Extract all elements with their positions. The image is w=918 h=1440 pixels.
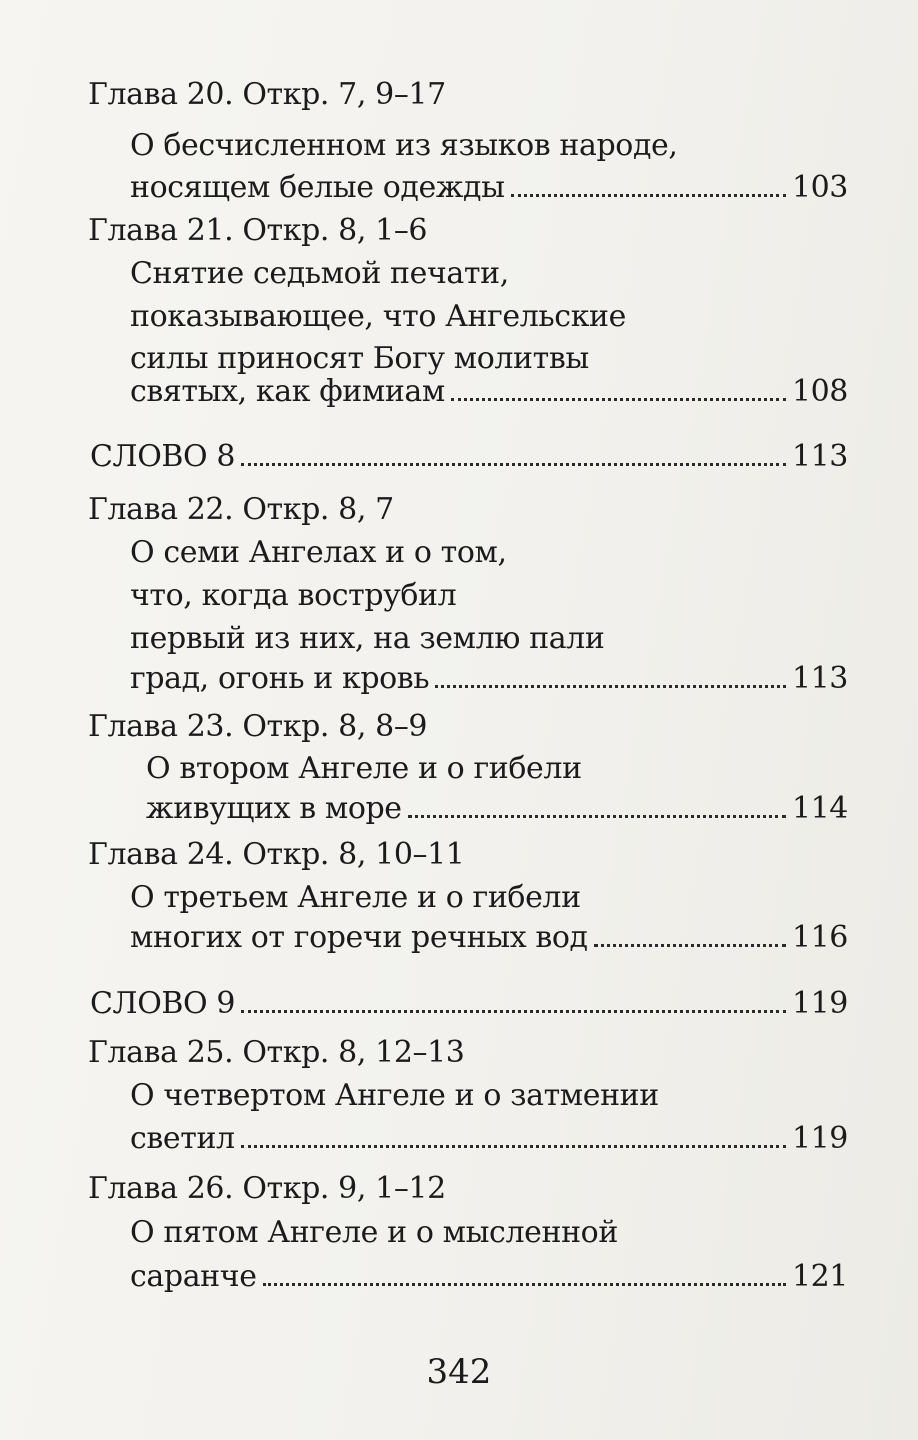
entry-text: град, огонь и кровь [130, 661, 430, 696]
dot-leader [241, 1145, 786, 1148]
entry-text: Глава 26. Откр. 9, 1–12 [88, 1171, 446, 1206]
entry-text: О семи Ангелах и о том, [130, 535, 507, 570]
entry-text: живущих в море [146, 791, 402, 826]
entry-text: светил [130, 1121, 235, 1156]
entry-text: силы приносят Богу молитвы [130, 341, 589, 376]
entry-text: СЛОВО 9 [90, 986, 236, 1021]
page-ref: 116 [791, 920, 848, 955]
entry-text: саранче [130, 1259, 257, 1294]
page-ref: 121 [791, 1259, 848, 1294]
entry-text: первый из них, на землю пали [130, 621, 605, 656]
page-ref: 113 [791, 661, 848, 696]
page-ref: 119 [791, 1121, 848, 1156]
dot-leader [435, 685, 786, 688]
entry-text: О пятом Ангеле и о мысленной [130, 1215, 618, 1250]
entry-text: О третьем Ангеле и о гибели [130, 880, 581, 915]
chapter-heading [0, 1162, 918, 1212]
entry-text: Глава 21. Откр. 8, 1–6 [88, 213, 428, 248]
section-heading [0, 430, 918, 480]
entry-text: Снятие седьмой печати, [130, 256, 509, 291]
entry-text: что, когда вострубил [130, 578, 457, 613]
entry-text: О бесчисленном из языков народе, [130, 128, 678, 163]
page-ref: 114 [791, 791, 848, 826]
entry-text: О втором Ангеле и о гибели [146, 751, 582, 786]
toc-entry [0, 1250, 918, 1300]
dot-leader [263, 1283, 786, 1286]
dot-leader [408, 815, 786, 818]
dot-leader [451, 398, 786, 401]
entry-text: СЛОВО 8 [90, 439, 236, 474]
entry-text: Глава 22. Откр. 8, 7 [88, 492, 394, 527]
section-heading [0, 977, 918, 1027]
dot-leader [241, 1010, 786, 1013]
entry-text: О четвертом Ангеле и о затмении [130, 1078, 659, 1113]
toc-entry [0, 1206, 918, 1256]
dot-leader [241, 463, 786, 466]
entry-text: Глава 20. Откр. 7, 9–17 [88, 77, 446, 112]
page-ref: 113 [791, 439, 848, 474]
entry-text: Глава 24. Откр. 8, 10–11 [88, 837, 465, 872]
dot-leader [511, 194, 786, 197]
entry-text: Глава 25. Откр. 8, 12–13 [88, 1035, 465, 1070]
toc-entry [0, 1112, 918, 1162]
dot-leader [594, 944, 786, 947]
entry-text: многих от горечи речных вод [130, 920, 588, 955]
entry-text: носящем белые одежды [130, 170, 505, 205]
entry-text: Глава 23. Откр. 8, 8–9 [88, 709, 428, 744]
chapter-heading [0, 68, 918, 118]
entry-text: показывающее, что Ангельские [130, 299, 627, 334]
toc-entry [0, 782, 918, 832]
page-number: 342 [426, 1352, 492, 1392]
toc-entry [0, 365, 918, 415]
entry-text: святых, как фимиам [130, 374, 445, 409]
page-ref: 108 [791, 374, 848, 409]
toc-entry [0, 652, 918, 702]
page-ref: 119 [791, 986, 848, 1021]
toc-entry [0, 911, 918, 961]
page-ref: 103 [791, 170, 848, 205]
